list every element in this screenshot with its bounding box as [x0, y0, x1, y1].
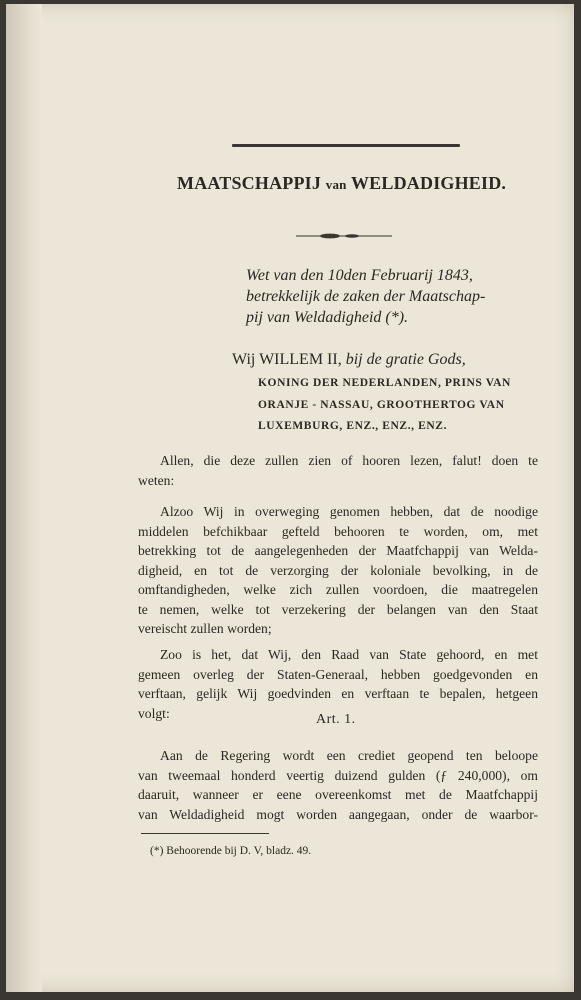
- paragraph-considerations: [138, 502, 538, 639]
- law-title: [246, 265, 546, 328]
- titles-line: ORANJE - NASSAU, GROOTHERTOG VAN: [258, 399, 505, 411]
- text-line: omftandigheden, welke zich zullen voordoen, die maatregelen: [138, 582, 538, 597]
- text-line: gemeen overleg der Staten-Generaal, hebben goedgevonden en: [138, 666, 538, 682]
- law-title-line: betrekkelijk de zaken der Maatschap-: [246, 288, 486, 305]
- header-rule: [232, 144, 460, 147]
- text-line: volgt:: [138, 705, 170, 721]
- text-line: Aan de Regering wordt een crediet geopend ten beloope: [160, 748, 538, 763]
- text-line: te nemen, welke tot verzekering der belangen van den Staat: [138, 601, 538, 617]
- title-small: van: [325, 177, 347, 192]
- text-line: Allen, die deze zullen zien of hooren lezen, falut! doen te: [160, 453, 538, 468]
- article-body: [138, 746, 538, 824]
- text-line: digheid, en tot de verzorging der koloniale bevolking, in de: [138, 562, 538, 578]
- text-line: Alzoo Wij in overweging genomen hebben, dat de noodige: [160, 504, 538, 519]
- footnote-rule: [141, 833, 269, 834]
- titles-line: KONING DER NEDERLANDEN, PRINS VAN: [258, 377, 511, 389]
- paragraph-greeting: [138, 451, 538, 490]
- text-line: vereischt zullen worden;: [138, 621, 272, 636]
- text-line: Zoo is het, dat Wij, den Raad van State gehoord, en met: [160, 647, 538, 662]
- text-line: van tweemaal honderd veertig duizend gulden (ƒ 240,000), om: [138, 767, 538, 783]
- proclamation-line: [232, 351, 466, 369]
- titles-line: LUXEMBURG, ENZ., ENZ., ENZ.: [258, 420, 448, 432]
- text-line: van Weldadigheid mogt worden aangegaan, onder de waarbor-: [138, 806, 538, 822]
- by-grace-of-god: bij de gratie Gods,: [345, 351, 466, 368]
- text-line: middelen befchikbaar gefteld behooren te worden, om, met: [138, 523, 538, 539]
- title-main: MAATSCHAPPIJ: [177, 173, 322, 193]
- text-line: verftaan, gelijk Wij goedvinden en verftaan te bepalen, hetgeen: [138, 686, 538, 701]
- text-line: daaruit, wanneer er eene overeenkomst met de Maatfchappij: [138, 787, 538, 802]
- law-title-line: Wet van den 10den Februarij 1843,: [246, 267, 473, 284]
- king-name: Wij WILLEM II,: [232, 351, 342, 368]
- title-end: WELDADIGHEID.: [350, 173, 507, 193]
- text-line: betrekking tot de aangelegenheden der Maatfchappij van Welda-: [138, 543, 538, 558]
- page-title: [177, 173, 581, 194]
- text-line: weten:: [138, 472, 175, 488]
- law-title-line: pij van Weldadigheid (*).: [246, 309, 409, 326]
- ornament-divider: [296, 233, 392, 239]
- footnote: (*) Behoorende bij D. V, bladz. 49.: [150, 845, 312, 857]
- article-heading: Art. 1.: [316, 712, 356, 727]
